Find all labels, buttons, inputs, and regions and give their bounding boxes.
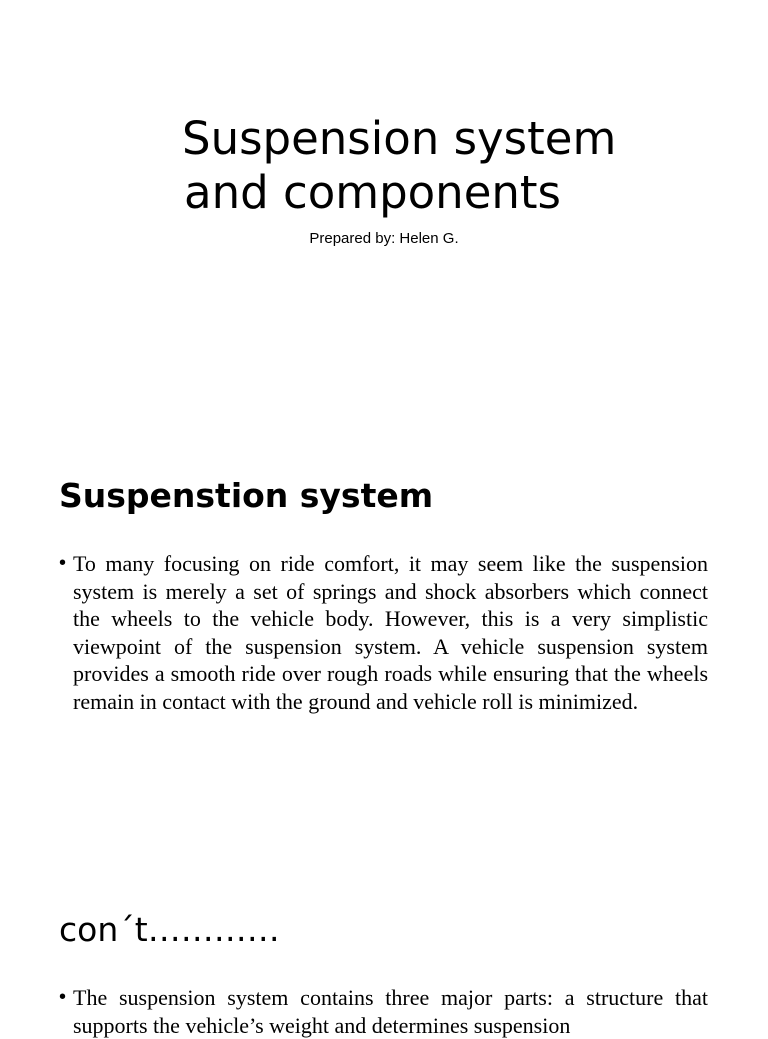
presentation-title (182, 112, 702, 220)
slide-heading: Suspenstion system (59, 476, 434, 515)
title-line-1: Suspension system (182, 112, 617, 165)
bullet-item (59, 550, 708, 716)
title-slide (0, 0, 768, 432)
bullet-text: The suspension system contains three major parts: a structure that supports the vehicle’s weight and determines suspension (73, 985, 708, 1038)
bullet-list (59, 550, 708, 716)
bullet-icon: • (59, 552, 67, 574)
presenter-subtitle: Prepared by: Helen G. (309, 230, 459, 247)
slide-heading: con´t………… (59, 910, 280, 949)
content-slide-continued (0, 864, 768, 1038)
bullet-list (59, 984, 708, 1039)
title-line-2: and components (184, 166, 561, 219)
bullet-icon: • (59, 986, 67, 1008)
bullet-item (59, 984, 708, 1039)
bullet-text: To many focusing on ride comfort, it may seem like the suspension system is merely a set of springs and shock absorbers which connect the wheels to the vehicle body. However, this is a very simplistic viewpoint of the suspension system. A vehicle suspension system provides a smooth ride over rough roads while ensuring that the wheels remain in contact with the ground and vehicle roll is minimized. (73, 551, 708, 714)
content-slide-suspension-system (0, 432, 768, 864)
